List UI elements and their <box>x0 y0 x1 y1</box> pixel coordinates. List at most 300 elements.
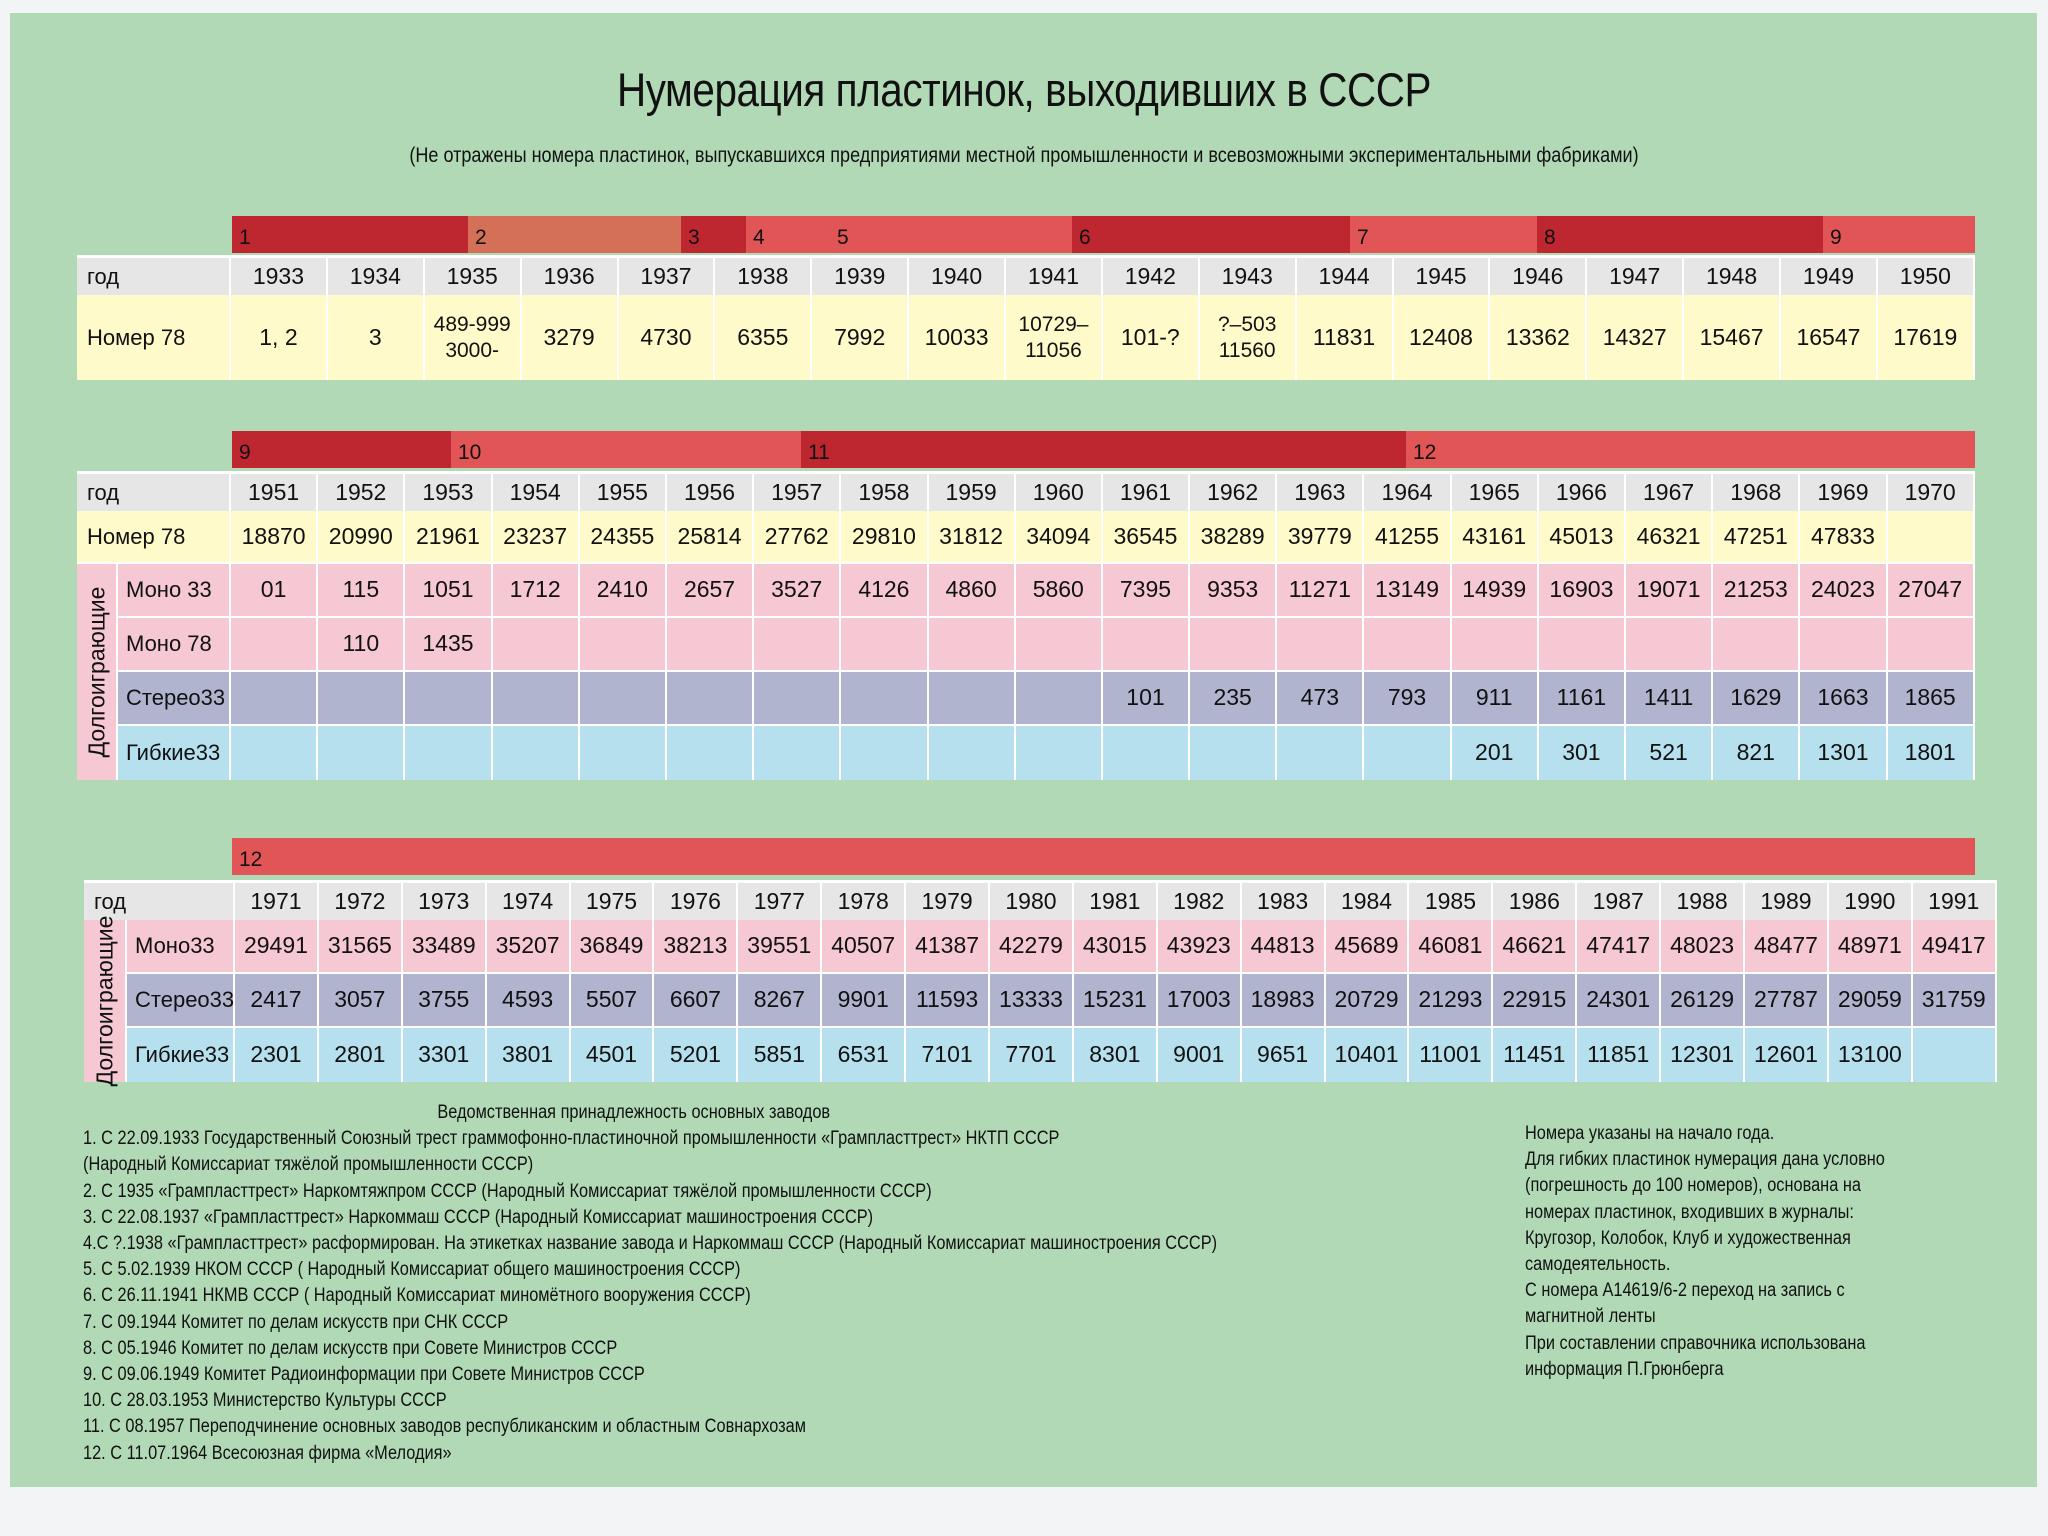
table2-year-row-cell: 1965 <box>1452 474 1539 511</box>
table2-mono78-row-cell <box>493 618 580 670</box>
table2-year-row-cell: 1962 <box>1190 474 1277 511</box>
note-line: При составлении справочника использована <box>1525 1332 1866 1354</box>
table3-flexible33-row <box>127 1028 1997 1082</box>
table1-number-row-cell: 12408 <box>1394 295 1491 380</box>
table2-year-row-cell: 1963 <box>1277 474 1364 511</box>
table3-mono33-row-cell: 42279 <box>990 920 1074 972</box>
table3-mono33-row-cell: 35207 <box>487 920 571 972</box>
table3-stereo33-row-cell: 6607 <box>654 974 738 1026</box>
legend-line: 2. С 1935 «Грампласттрест» Наркомтяжпром СССР (Народный Комиссариат тяжёлой промышленности СССР) <box>83 1180 932 1202</box>
table3-year-row-cell: 1976 <box>654 883 738 920</box>
table1-number-row <box>77 295 1975 380</box>
table3-year-row-cell: 1980 <box>990 883 1074 920</box>
table1-year-row-cell: 1934 <box>328 258 425 295</box>
table2-year-row-cell: 1956 <box>667 474 754 511</box>
table2-mono78-row-cell <box>1713 618 1800 670</box>
table2-flexible33-row-cell <box>493 726 580 780</box>
table2-flexible33-row-cell <box>1277 726 1364 780</box>
table2-number-row-cell: 34094 <box>1016 511 1103 562</box>
table3-mono33-row-cell: 48477 <box>1745 920 1829 972</box>
table3-stereo33-row <box>127 974 1997 1028</box>
legend-lines <box>83 1126 1217 1467</box>
table1-number-row-label: Номер 78 <box>77 295 231 380</box>
table2-number-row-cell: 47251 <box>1713 511 1800 562</box>
table2-mono33-row-cell: 01 <box>231 564 318 616</box>
legend-line: 5. С 5.02.1939 НКОМ СССР ( Народный Комиссариат общего машиностроения СССР) <box>83 1259 741 1281</box>
table2-flexible33-row-cell: 201 <box>1452 726 1539 780</box>
table2-number-row-cell: 39779 <box>1277 511 1364 562</box>
table3-year-row <box>84 880 1997 920</box>
table3-mono33-row-cell: 48023 <box>1661 920 1745 972</box>
table2-mono78-row-cell <box>580 618 667 670</box>
table3-year-row-cell: 1989 <box>1745 883 1829 920</box>
table3-mono33-row-cell: 33489 <box>403 920 487 972</box>
table3-period-12: 12 <box>232 838 1975 875</box>
table3-flexible33-row-cell: 5851 <box>738 1028 822 1082</box>
table3-flexible33-row-cell: 2301 <box>235 1028 319 1082</box>
table3-year-row-cell: 1979 <box>906 883 990 920</box>
table2-long-playing-label <box>77 564 118 780</box>
table3-mono33-row-cell: 47417 <box>1577 920 1661 972</box>
table2-number-row-cell: 31812 <box>929 511 1016 562</box>
table3-stereo33-row-cell: 8267 <box>738 974 822 1026</box>
table2-mono33-row-cell: 7395 <box>1103 564 1190 616</box>
table1-year-row <box>77 255 1975 295</box>
table3-flexible33-row-cell: 8301 <box>1074 1028 1158 1082</box>
table2-mono78-row-cell <box>1626 618 1713 670</box>
table2-year-row-cell: 1952 <box>318 474 405 511</box>
table3-mono33-row-cell: 38213 <box>654 920 738 972</box>
table2-number-row-cell: 41255 <box>1364 511 1451 562</box>
table3-flexible33-row-cell: 9001 <box>1158 1028 1242 1082</box>
table1-year-row-cell: 1937 <box>619 258 716 295</box>
table2-number-row-cell: 27762 <box>754 511 841 562</box>
note-line: магнитной ленты <box>1525 1306 1656 1328</box>
table3-mono33-row <box>127 920 1997 974</box>
table1-number-row-cell: 4730 <box>619 295 716 380</box>
table2-mono33-row-cell: 1712 <box>493 564 580 616</box>
table2-mono78-row-cell <box>929 618 1016 670</box>
table2-flexible33-row-cell <box>405 726 492 780</box>
table2-stereo33-row-cell <box>493 672 580 724</box>
table3-year-row-cell: 1981 <box>1074 883 1158 920</box>
table1-number-row-cell: 3 <box>328 295 425 380</box>
table3-flexible33-row-cell: 3301 <box>403 1028 487 1082</box>
table2-mono33-row-cell: 16903 <box>1539 564 1626 616</box>
table1-year-row-cell: 1938 <box>715 258 812 295</box>
table2-mono33-row-cell: 27047 <box>1888 564 1975 616</box>
table3-stereo33-row-cell: 3755 <box>403 974 487 1026</box>
table2-year-row-cell: 1964 <box>1364 474 1451 511</box>
table3-long-playing-label <box>84 915 127 1087</box>
table1-number-row-cell: 10033 <box>909 295 1006 380</box>
table3-year-row-cell: 1982 <box>1158 883 1242 920</box>
table2-mono78-row-cell <box>754 618 841 670</box>
table3-year-row-cell: 1975 <box>571 883 655 920</box>
table3-stereo33-row-cell: 4593 <box>487 974 571 1026</box>
table2-year-row-cell: 1961 <box>1103 474 1190 511</box>
table2-flexible33-row-cell <box>1016 726 1103 780</box>
legend-line: 7. С 09.1944 Комитет по делам искусств при СНК СССР <box>83 1311 509 1333</box>
table3-year-row-cell: 1990 <box>1829 883 1913 920</box>
table2-mono78-row-cell <box>1364 618 1451 670</box>
table2-year-row <box>77 471 1975 511</box>
table3-stereo33-row-cell: 27787 <box>1745 974 1829 1026</box>
table2-period-11: 11 <box>801 431 1406 468</box>
table3-flexible33-row-cell: 13100 <box>1829 1028 1913 1082</box>
note-line: (погрешность до 100 номеров), основана на <box>1525 1175 1861 1197</box>
table2-stereo33-row-cell <box>231 672 318 724</box>
table3-flexible33-row-cell: 3801 <box>487 1028 571 1082</box>
table1-number-row-cell: 6355 <box>715 295 812 380</box>
table2-year-row-label: год <box>77 474 231 511</box>
table2-mono33-row-cell: 3527 <box>754 564 841 616</box>
table2-stereo33-row-cell: 235 <box>1190 672 1277 724</box>
table1-number-row-cell: 3279 <box>522 295 619 380</box>
table1-year-row-cell: 1935 <box>425 258 522 295</box>
table2-mono78-row-cell <box>1190 618 1277 670</box>
legend-line: 9. С 09.06.1949 Комитет Радиоинформации при Совете Министров СССР <box>83 1364 645 1386</box>
table3-mono33-row-cell: 29491 <box>235 920 319 972</box>
table2-mono78-row-cell: 110 <box>318 618 405 670</box>
table3-mono33-row-cell: 40507 <box>822 920 906 972</box>
table2-mono33-row-cell: 4126 <box>841 564 928 616</box>
table1-number-row-cell: 11831 <box>1297 295 1394 380</box>
table2-mono33-row-cell: 2657 <box>667 564 754 616</box>
table3-year-row-cell: 1973 <box>403 883 487 920</box>
table2-stereo33-row-cell <box>667 672 754 724</box>
table2-mono78-row-cell <box>1539 618 1626 670</box>
table1-year-row-cell: 1940 <box>909 258 1006 295</box>
table2-stereo33-row-cell: 793 <box>1364 672 1451 724</box>
table3-mono33-row-cell: 46621 <box>1493 920 1577 972</box>
table3-stereo33-row-cell: 20729 <box>1326 974 1410 1026</box>
table2-flexible33-row-cell <box>929 726 1016 780</box>
table1-period-9: 9 <box>1823 216 1975 253</box>
table3-mono33-row-cell: 43923 <box>1158 920 1242 972</box>
table3-mono33-row-cell: 46081 <box>1409 920 1493 972</box>
table1-number-row-cell: 489-999 3000- <box>425 295 522 380</box>
table3-flexible33-row-cell: 10401 <box>1326 1028 1410 1082</box>
legend-line: (Народный Комиссариат тяжёлой промышленности СССР) <box>83 1154 534 1176</box>
table1-year-row-label: год <box>77 258 231 295</box>
table1-year-row-cell: 1939 <box>812 258 909 295</box>
table2-flexible33-row-cell <box>231 726 318 780</box>
table3-stereo33-row-label: Стерео33 <box>127 974 235 1026</box>
table3-year-row-cell: 1972 <box>319 883 403 920</box>
page-title: Нумерация пластинок, выходивших в СССР <box>616 63 1432 116</box>
table2-stereo33-row-cell <box>580 672 667 724</box>
table2-flexible33-row-cell <box>318 726 405 780</box>
table3-flexible33-row-cell: 2801 <box>319 1028 403 1082</box>
table3-year-row-cell: 1987 <box>1577 883 1661 920</box>
table2-period-12: 12 <box>1406 431 1975 468</box>
table1-year-row-cell: 1950 <box>1878 258 1975 295</box>
table2-mono33-row-label: Моно 33 <box>118 564 231 616</box>
table2-year-row-cell: 1957 <box>754 474 841 511</box>
table3-year-row-cell: 1986 <box>1493 883 1577 920</box>
table3-stereo33-row-cell: 21293 <box>1409 974 1493 1026</box>
table1-year-row-cell: 1936 <box>522 258 619 295</box>
table3-mono33-row-cell: 39551 <box>738 920 822 972</box>
table3-mono33-row-label: Моно33 <box>127 920 235 972</box>
note-line: Номера указаны на начало года. <box>1525 1123 1775 1144</box>
table1-number-row-cell: 101-? <box>1103 295 1200 380</box>
table1-year-row-cell: 1944 <box>1297 258 1394 295</box>
table1-period-6: 6 <box>1072 216 1350 253</box>
table2-mono78-row-cell <box>1016 618 1103 670</box>
table3-stereo33-row-cell: 22915 <box>1493 974 1577 1026</box>
notes <box>1525 1121 1885 1383</box>
table1-period-2: 2 <box>468 216 681 253</box>
note-line: самодеятельность. <box>1525 1254 1671 1276</box>
table2-stereo33-row-cell <box>754 672 841 724</box>
table1-number-row-cell: 16547 <box>1781 295 1878 380</box>
table2-number-row-cell: 25814 <box>667 511 754 562</box>
table2-mono78-row-cell <box>1800 618 1887 670</box>
table2-stereo33-row-label: Стерео33 <box>118 672 231 724</box>
table3-flexible33-row-cell: 12601 <box>1745 1028 1829 1082</box>
table2-mono78-row-cell <box>1103 618 1190 670</box>
table2-year-row-cell: 1968 <box>1713 474 1800 511</box>
table2-flexible33-row-cell <box>667 726 754 780</box>
table2-number-row-cell: 45013 <box>1539 511 1626 562</box>
note-line: Для гибких пластинок нумерация дана условно <box>1525 1149 1885 1171</box>
table2-mono78-row-cell <box>1277 618 1364 670</box>
legend <box>83 1100 1217 1467</box>
table3-stereo33-row-cell: 11593 <box>906 974 990 1026</box>
table2-year-row-cell: 1959 <box>929 474 1016 511</box>
table1-number-row-cell: 17619 <box>1878 295 1975 380</box>
table2-mono33-row-cell: 11271 <box>1277 564 1364 616</box>
table2-stereo33-row-cell <box>405 672 492 724</box>
table3-year-row-cell: 1977 <box>738 883 822 920</box>
table2-mono78-row-cell <box>667 618 754 670</box>
table1-year-row-cell: 1933 <box>231 258 328 295</box>
table2-flexible33-row-cell: 521 <box>1626 726 1713 780</box>
table1-period-8: 8 <box>1537 216 1823 253</box>
table2-year-row-cell: 1967 <box>1626 474 1713 511</box>
table2-mono33-row-cell: 9353 <box>1190 564 1277 616</box>
table2-flexible33-row <box>118 726 1975 780</box>
table2-number-row-cell: 21961 <box>405 511 492 562</box>
table3-mono33-row-cell: 41387 <box>906 920 990 972</box>
table3-year-row-cell: 1991 <box>1913 883 1997 920</box>
table3-mono33-row-cell: 49417 <box>1913 920 1997 972</box>
table2-year-row-cell: 1951 <box>231 474 318 511</box>
table2-stereo33-row-cell <box>1016 672 1103 724</box>
table3-flexible33-row-cell: 7101 <box>906 1028 990 1082</box>
table3-flexible33-row-cell: 6531 <box>822 1028 906 1082</box>
table2-stereo33-row-cell <box>929 672 1016 724</box>
table1-number-row-cell: 1, 2 <box>231 295 328 380</box>
table2-stereo33-row-cell: 1629 <box>1713 672 1800 724</box>
table2-flexible33-row-cell <box>1190 726 1277 780</box>
table2-mono78-row-label: Моно 78 <box>118 618 231 670</box>
table3-stereo33-row-cell: 18983 <box>1242 974 1326 1026</box>
table3-year-row-cell: 1974 <box>487 883 571 920</box>
table2-number-row-label: Номер 78 <box>77 511 231 562</box>
table1-year-row-cell: 1943 <box>1200 258 1297 295</box>
table3-mono33-row-cell: 31565 <box>319 920 403 972</box>
table2-long-playing-label-text: Долгоиграющие <box>83 586 109 758</box>
legend-line: 4.С ?.1938 «Грампласттрест» расформирован. На этикетках название завода и Наркоммаш СССР (Народный Комиссариат машиностроения СССР) <box>83 1233 1218 1255</box>
table3-flexible33-row-cell: 9651 <box>1242 1028 1326 1082</box>
table2-mono78-row-cell: 1435 <box>405 618 492 670</box>
table2-mono78-row <box>118 618 1975 672</box>
table2-mono33-row-cell: 4860 <box>929 564 1016 616</box>
table1-period-3: 3 <box>681 216 746 253</box>
table3-stereo33-row-cell: 17003 <box>1158 974 1242 1026</box>
table1-year-row-cell: 1941 <box>1006 258 1103 295</box>
table3-year-row-cell: 1984 <box>1326 883 1410 920</box>
table2-mono33-row-cell: 1051 <box>405 564 492 616</box>
table2-period-9: 9 <box>232 431 451 468</box>
table3-flexible33-row-cell: 11851 <box>1577 1028 1661 1082</box>
table2-flexible33-row-cell: 1801 <box>1888 726 1975 780</box>
table3-flexible33-row-cell: 12301 <box>1661 1028 1745 1082</box>
page-subtitle: (Не отражены номера пластинок, выпускавшихся предприятиями местной промышленности и всевозможными экспериментальными фабриками) <box>409 144 1639 167</box>
table2-mono33-row <box>118 564 1975 618</box>
table1-period-5: 5 <box>830 216 1072 253</box>
table2-mono78-row-cell <box>841 618 928 670</box>
table1-year-row-cell: 1949 <box>1781 258 1878 295</box>
table2-flexible33-row-cell: 821 <box>1713 726 1800 780</box>
note-line: номерах пластинок, входивших в журналы: <box>1525 1201 1854 1223</box>
table3-stereo33-row-cell: 26129 <box>1661 974 1745 1026</box>
table2-year-row-cell: 1960 <box>1016 474 1103 511</box>
table3-flexible33-row-cell: 5201 <box>654 1028 738 1082</box>
table3-stereo33-row-cell: 9901 <box>822 974 906 1026</box>
table3-mono33-row-cell: 43015 <box>1074 920 1158 972</box>
table3-stereo33-row-cell: 31759 <box>1913 974 1997 1026</box>
table1-year-row-cell: 1946 <box>1490 258 1587 295</box>
table1-number-row-cell: 7992 <box>812 295 909 380</box>
table2-year-row-cell: 1969 <box>1800 474 1887 511</box>
table2-number-row-cell: 20990 <box>318 511 405 562</box>
table2-mono33-row-cell: 19071 <box>1626 564 1713 616</box>
table1-year-row-cell: 1947 <box>1587 258 1684 295</box>
table2-stereo33-row-cell <box>318 672 405 724</box>
table2-year-row-cell: 1970 <box>1888 474 1975 511</box>
legend-line: 11. С 08.1957 Переподчинение основных заводов республиканским и областным Совнархозам <box>83 1416 806 1438</box>
table3-year-row-cell: 1971 <box>235 883 319 920</box>
table3-year-row-cell: 1988 <box>1661 883 1745 920</box>
table3-mono33-row-cell: 45689 <box>1326 920 1410 972</box>
table2-number-row-cell: 23237 <box>493 511 580 562</box>
note-line: Кругозор, Колобок, Клуб и художественная <box>1525 1227 1851 1249</box>
table1-period-1: 1 <box>232 216 468 253</box>
table2-mono33-row-cell: 5860 <box>1016 564 1103 616</box>
table2-flexible33-row-cell <box>754 726 841 780</box>
table2-number-row-cell: 47833 <box>1800 511 1887 562</box>
note-line: информация П.Грюнберга <box>1525 1358 1724 1380</box>
legend-line: 3. С 22.08.1937 «Грампласттрест» Наркоммаш СССР (Народный Комиссариат машиностроения СССР) <box>83 1206 874 1228</box>
table3-stereo33-row-cell: 15231 <box>1074 974 1158 1026</box>
table3-flexible33-row-cell: 7701 <box>990 1028 1074 1082</box>
table1-year-row-cell: 1948 <box>1684 258 1781 295</box>
table2-number-row-cell: 24355 <box>580 511 667 562</box>
table2-year-row-cell: 1958 <box>841 474 928 511</box>
legend-line: 12. С 11.07.1964 Всесоюзная фирма «Мелодия» <box>83 1442 452 1464</box>
table2-stereo33-row-cell: 911 <box>1452 672 1539 724</box>
table2-stereo33-row-cell: 1865 <box>1888 672 1975 724</box>
table2-mono33-row-cell: 2410 <box>580 564 667 616</box>
table2-flexible33-row-label: Гибкие33 <box>118 726 231 780</box>
table2-mono33-row-cell: 14939 <box>1452 564 1539 616</box>
table2-stereo33-row-cell: 473 <box>1277 672 1364 724</box>
table2-number-row <box>77 511 1975 564</box>
table3-year-row-cell: 1978 <box>822 883 906 920</box>
legend-line: 6. С 26.11.1941 НКМВ СССР ( Народный Комиссариат миномётного вооружения СССР) <box>83 1285 751 1307</box>
table1-number-row-cell: 10729– 11056 <box>1006 295 1103 380</box>
note-line: С номера А14619/6-2 переход на запись с <box>1525 1280 1845 1302</box>
table1-number-row-cell: 13362 <box>1490 295 1587 380</box>
table3-flexible33-row-cell: 11451 <box>1493 1028 1577 1082</box>
table3-mono33-row-cell: 44813 <box>1242 920 1326 972</box>
table2-flexible33-row-cell <box>1103 726 1190 780</box>
table2-flexible33-row-cell: 1301 <box>1800 726 1887 780</box>
legend-line: 10. С 28.03.1953 Министерство Культуры СССР <box>83 1390 447 1412</box>
legend-line: 1. С 22.09.1933 Государственный Союзный трест граммофонно-пластиночной промышленности «Грампласттрест» НКТП СССР <box>83 1128 1060 1150</box>
table2-number-row-cell: 38289 <box>1190 511 1277 562</box>
table2-mono78-row-cell <box>1888 618 1975 670</box>
table3-mono33-row-cell: 36849 <box>571 920 655 972</box>
table1-number-row-cell: 15467 <box>1684 295 1781 380</box>
table2-year-row-cell: 1954 <box>493 474 580 511</box>
legend-line: 8. С 05.1946 Комитет по делам искусств при Совете Министров СССР <box>83 1337 618 1359</box>
table2-mono78-row-cell <box>1452 618 1539 670</box>
table2-number-row-cell: 36545 <box>1103 511 1190 562</box>
table2-stereo33-row-cell <box>841 672 928 724</box>
table3-stereo33-row-cell: 29059 <box>1829 974 1913 1026</box>
table2-mono33-row-cell: 13149 <box>1364 564 1451 616</box>
table3-stereo33-row-cell: 2417 <box>235 974 319 1026</box>
table2-mono33-row-cell: 24023 <box>1800 564 1887 616</box>
table3-year-row-label: год <box>84 883 235 920</box>
table3-flexible33-row-cell: 11001 <box>1409 1028 1493 1082</box>
table3-stereo33-row-cell: 24301 <box>1577 974 1661 1026</box>
table1-year-row-cell: 1945 <box>1394 258 1491 295</box>
table2-number-row-cell: 43161 <box>1452 511 1539 562</box>
table2-flexible33-row-cell <box>1364 726 1451 780</box>
legend-title: Ведомственная принадлежность основных заводов <box>437 1102 831 1123</box>
table2-stereo33-row-cell: 1411 <box>1626 672 1713 724</box>
table2-stereo33-row-cell: 1663 <box>1800 672 1887 724</box>
table2-mono33-row-cell: 115 <box>318 564 405 616</box>
table3-stereo33-row-cell: 3057 <box>319 974 403 1026</box>
table2-number-row-cell: 29810 <box>841 511 928 562</box>
table2-number-row-cell <box>1888 511 1975 562</box>
table2-mono33-row-cell: 21253 <box>1713 564 1800 616</box>
table3-mono33-row-cell: 48971 <box>1829 920 1913 972</box>
table3-flexible33-row-cell <box>1913 1028 1997 1082</box>
table2-stereo33-row-cell: 101 <box>1103 672 1190 724</box>
table1-number-row-cell: 14327 <box>1587 295 1684 380</box>
table1-period-4: 4 <box>746 216 830 253</box>
table3-stereo33-row-cell: 13333 <box>990 974 1074 1026</box>
table2-stereo33-row-cell: 1161 <box>1539 672 1626 724</box>
table3-flexible33-row-label: Гибкие33 <box>127 1028 235 1082</box>
table3-flexible33-row-cell: 4501 <box>571 1028 655 1082</box>
table2-period-10: 10 <box>451 431 801 468</box>
table3-long-playing-label-text: Долгоиграющие <box>91 915 117 1087</box>
table2-year-row-cell: 1966 <box>1539 474 1626 511</box>
table1-year-row-cell: 1942 <box>1103 258 1200 295</box>
table2-mono78-row-cell <box>231 618 318 670</box>
table2-year-row-cell: 1953 <box>405 474 492 511</box>
table2-number-row-cell: 46321 <box>1626 511 1713 562</box>
